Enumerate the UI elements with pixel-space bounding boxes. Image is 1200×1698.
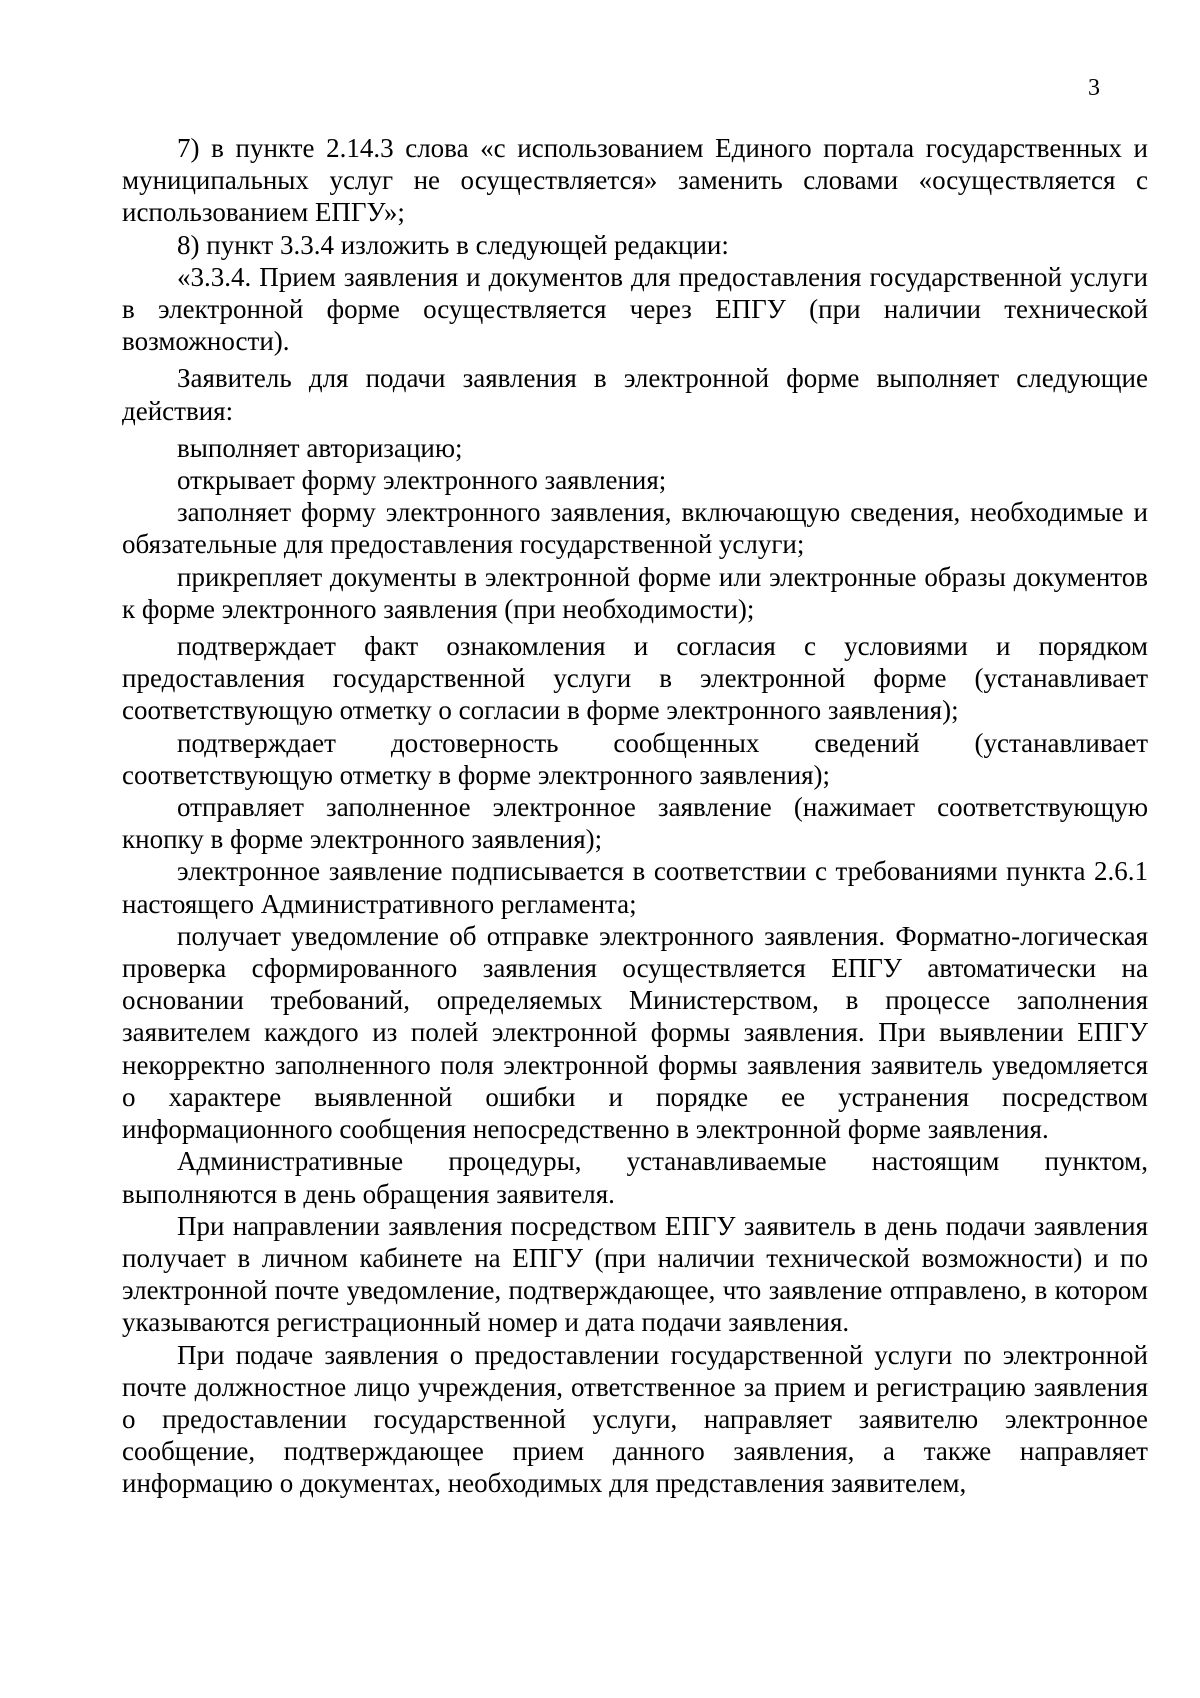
paragraph-fill-form: заполняет форму электронного заявления, включающую сведения, необходимые и обязательные для предоставления государственной услуги;: [122, 497, 1148, 560]
page-number: 3: [1088, 75, 1100, 101]
paragraph-send-application: отправляет заполненное электронное заявление (нажимает соответствующую кнопку в форме электронного заявления);: [122, 792, 1148, 855]
paragraph-notification: получает уведомление об отправке электронного заявления. Форматно-логическая проверка сформированного заявления осуществляется ЕПГУ автоматически на основании требований, определяемых Министерством, в процессе заполнения заявителем каждого из полей электронной формы заявления. При выявлении ЕПГУ некорректно заполненного поля электронной формы заявления заявитель уведомляется о характере выявленной ошибки и порядке ее устранения посредством информационного сообщения непосредственно в электронной форме заявления.: [122, 920, 1148, 1145]
paragraph-epgu-submission: При направлении заявления посредством ЕПГУ заявитель в день подачи заявления получает в личном кабинете на ЕПГУ (при наличии технической возможности) и по электронной почте уведомление, подтверждающее, что заявление отправлено, в котором указываются регистрационный номер и дата подачи заявления.: [122, 1210, 1148, 1338]
document-body: [122, 132, 1148, 1500]
paragraph-confirm-accuracy: подтверждает достоверность сообщенных сведений (устанавливает соответствующую отметку в форме электронного заявления);: [122, 727, 1148, 790]
paragraph-confirm-consent: подтверждает факт ознакомления и согласия с условиями и порядком предоставления государственной услуги в электронной форме (устанавливает соответствующую отметку о согласии в форме электронного заявления);: [122, 631, 1148, 726]
paragraph-attach-documents: прикрепляет документы в электронной форме или электронные образы документов к форме электронного заявления (при необходимости);: [122, 561, 1148, 624]
paragraph-item-8: 8) пункт 3.3.4 изложить в следующей редакции:: [177, 229, 729, 260]
paragraph-applicant-actions: Заявитель для подачи заявления в электронной форме выполняет следующие действия:: [122, 363, 1148, 426]
paragraph-open-form: открывает форму электронного заявления;: [177, 465, 667, 496]
paragraph-3-3-4: «3.3.4. Прием заявления и документов для предоставления государственной услуги в электронной форме осуществляется через ЕПГУ (при наличии технической возможности).: [122, 261, 1148, 357]
paragraph-signature: электронное заявление подписывается в соответствии с требованиями пункта 2.6.1 настоящего Административного регламента;: [122, 856, 1148, 919]
paragraph-admin-procedures: Административные процедуры, устанавливаемые настоящим пунктом, выполняются в день обращения заявителя.: [122, 1146, 1148, 1209]
paragraph-item-7: 7) в пункте 2.14.3 слова «с использованием Единого портала государственных и муниципальных услуг не осуществляется» заменить словами «осуществляется с использованием ЕПГУ»;: [122, 133, 1148, 228]
paragraph-email-submission: При подаче заявления о предоставлении государственной услуги по электронной почте должностное лицо учреждения, ответственное за прием и регистрацию заявления о предоставлении государственной услуги, направляет заявителю электронное сообщение, подтверждающее прием данного заявления, а также направляет информацию о документах, необходимых для представления заявителем,: [122, 1339, 1148, 1499]
paragraph-authorization: выполняет авторизацию;: [177, 432, 463, 463]
